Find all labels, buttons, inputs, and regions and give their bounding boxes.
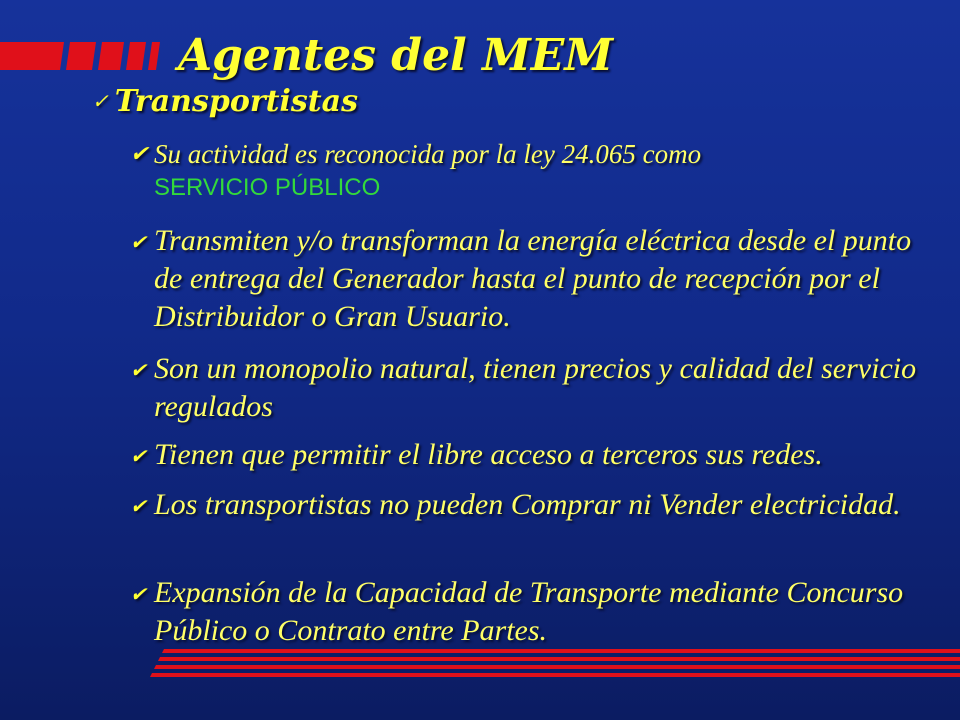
bullet-item [130, 222, 930, 336]
bullet-item [130, 136, 930, 204]
red-stripes-decoration-top [0, 36, 160, 76]
bullet-text: Tienen que permitir el libre acceso a terceros sus redes. [154, 438, 823, 471]
bullet-item [130, 350, 930, 426]
check-icon: ✔ [130, 446, 147, 468]
bullet-text: Transmiten y/o transforman la energía eléctrica desde el punto de entrega del Generador hasta el punto de recepción por el Distribuidor o Gran Usuario. [154, 224, 912, 333]
check-icon: ✔ [130, 232, 147, 254]
check-icon: ✔ [130, 360, 147, 382]
slide-title: Agentes del MEM [178, 30, 614, 81]
subtitle-text: Transportistas [114, 84, 358, 119]
bullet-text: Su actividad es reconocida por la ley 24.065 como [154, 139, 702, 169]
bullet-item [130, 574, 930, 650]
servicio-publico-highlight: SERVICIO PÚBLICO [154, 174, 381, 201]
slide-subtitle [92, 80, 358, 123]
bullet-text: Los transportistas no pueden Comprar ni Vender electricidad. [154, 488, 901, 521]
check-icon: ✓ [92, 89, 109, 113]
bullet-text: Son un monopolio natural, tienen precios y calidad del servicio regulados [154, 352, 917, 423]
red-stripes-decoration-bottom [148, 644, 960, 684]
bullet-item [130, 486, 930, 524]
bullet-item [130, 436, 930, 474]
check-icon: ✔ [130, 141, 149, 166]
bullet-text: Expansión de la Capacidad de Transporte mediante Concurso Público o Contrato entre Partes. [154, 576, 904, 647]
check-icon: ✔ [130, 584, 147, 606]
check-icon: ✔ [130, 496, 147, 518]
